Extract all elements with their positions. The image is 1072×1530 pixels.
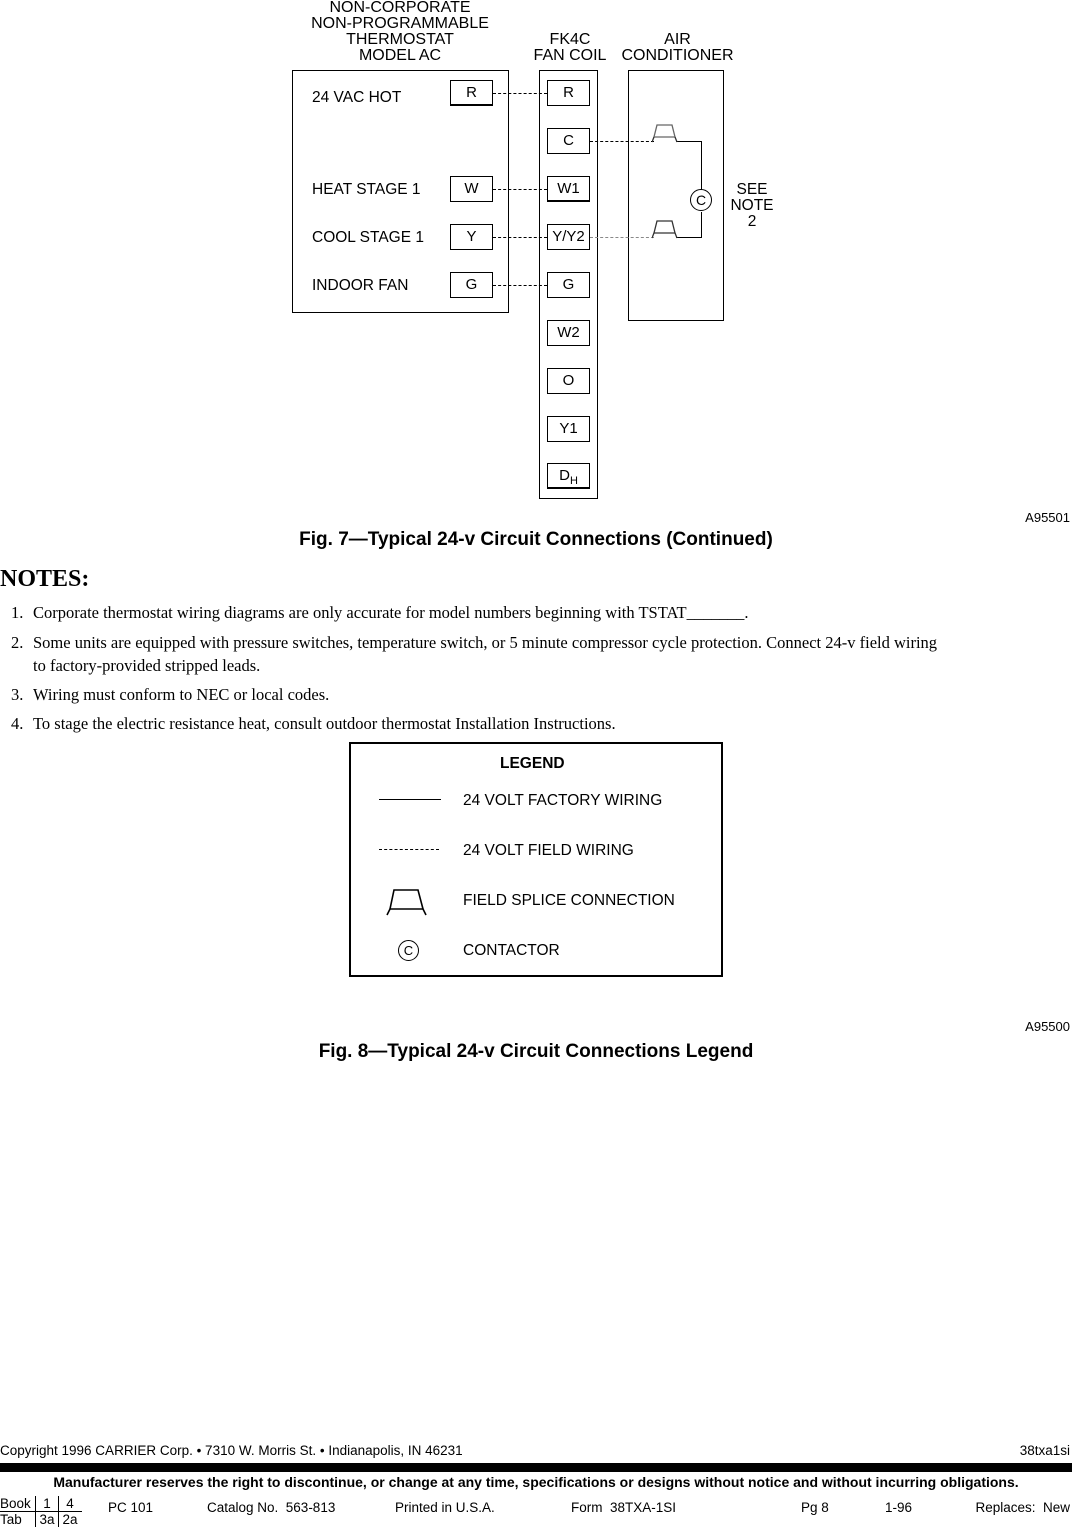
fan-coil-terminal-dh [547,463,590,489]
dh-subscript: H [569,475,578,487]
thermostat-label-fan: INDOOR FAN [312,277,409,294]
thermostat-label-heat: HEAT STAGE 1 [312,181,421,198]
contactor-icon: C [398,940,419,961]
ac-header-line: CONDITIONER [621,47,734,64]
contactor-icon: C [690,189,712,211]
fan-coil-terminal-y1: Y1 [547,416,590,442]
footer-copyright: Copyright 1996 CARRIER Corp. • 7310 W. Morris St. • Indianapolis, IN 46231 [0,1443,463,1458]
field-wire-r [493,93,547,94]
see-note-line: SEE [736,181,768,198]
footer-pc: PC 101 [108,1500,154,1515]
thermostat-header-line: NON-PROGRAMMABLE [311,15,489,32]
field-wire-y2-to-ac [590,237,654,238]
note-item [11,601,749,624]
dh-main: D [559,467,570,484]
book-label: Book [0,1496,31,1511]
thermostat-terminal-r: R [450,80,493,106]
fig7-title: Fig. 7—Typical 24-v Circuit Connections (Continued) [299,529,773,550]
thermostat-terminal-y: Y [450,224,493,250]
footer-disclaimer: Manufacturer reserves the right to discontinue, or change at any time, specifications or designs without notice and without incurring obligations. [53,1474,1019,1490]
legend-label-field: 24 VOLT FIELD WIRING [463,842,634,859]
thermostat-header-line: MODEL AC [358,47,442,64]
thermostat-terminal-g: G [450,272,493,298]
thermostat-terminal-w: W [450,176,493,202]
thermostat-header-line: THERMOSTAT [346,31,454,48]
solid-line-icon [379,799,441,800]
legend-label-splice: FIELD SPLICE CONNECTION [463,892,675,909]
legend-label-contactor: CONTACTOR [463,942,560,959]
note-number: 3. [11,685,24,704]
fig7-code: A95501 [1025,510,1070,525]
fig8-title: Fig. 8—Typical 24-v Circuit Connections Legend [318,1041,754,1062]
field-wire-g [493,285,547,286]
footer-replaces: Replaces: New [975,1500,1070,1515]
see-note-label [728,182,776,230]
field-wire-y [493,237,547,238]
factory-wire-vertical-top [701,141,702,190]
fan-coil-terminal-r: R [547,80,590,106]
footer-form: Form 38TXA-1SI [571,1500,677,1515]
fan-coil-header [525,32,615,64]
thermostat-label-24vac: 24 VAC HOT [312,89,402,106]
fan-coil-header-line: FK4C [549,31,591,48]
see-note-line: 2 [747,213,757,230]
footer-file-code: 38txa1si [1019,1443,1070,1458]
note-item [11,683,329,706]
book-tab-table [0,1496,82,1527]
notes-heading: NOTES: [0,566,90,592]
tab-value: 2a [58,1512,81,1527]
book-row [0,1496,82,1512]
fan-coil-terminal-w1: W1 [547,176,590,202]
footer-printed: Printed in U.S.A. [395,1500,495,1515]
factory-wire-top [676,141,701,142]
note-number: 1. [11,603,24,622]
note-text: Wiring must conform to NEC or local codes. [33,685,330,704]
fan-coil-terminal-g: G [547,272,590,298]
footer-date: 1-96 [885,1500,913,1515]
field-wire-c-to-ac [590,141,654,142]
fan-coil-terminal-w2: W2 [547,320,590,346]
note-item [11,712,616,735]
fan-coil-terminal-c: C [547,128,590,154]
note-item [11,631,1071,677]
field-splice-icon [652,122,678,144]
fan-coil-terminal-y-y2: Y/Y2 [547,224,590,250]
note-text: Corporate thermostat wiring diagrams are only accurate for model numbers beginning with TSTAT_______. [33,603,749,622]
fig8-code: A95500 [1025,1019,1070,1034]
note-text: To stage the electric resistance heat, consult outdoor thermostat Installation Instructions. [33,714,616,733]
factory-wire-bottom [676,237,701,238]
tab-row [0,1512,82,1527]
factory-wire-vertical-bottom [701,212,702,238]
footer-rule [0,1463,1072,1472]
field-wire-w [493,189,547,190]
book-value: 1 [35,1496,58,1511]
dashed-line-icon [379,849,439,850]
book-value: 4 [58,1496,81,1511]
note-number: 2. [11,633,24,652]
legend-label-factory: 24 VOLT FACTORY WIRING [463,792,663,809]
ac-header-line: AIR [664,31,691,48]
field-splice-icon [652,218,678,240]
legend-title: LEGEND [500,755,565,772]
thermostat-label-cool: COOL STAGE 1 [312,229,424,246]
note-text-continued: to factory-provided stripped leads. [33,656,261,675]
thermostat-header-line: NON-CORPORATE [329,0,471,16]
tab-value: 3a [35,1512,58,1527]
note-text: Some units are equipped with pressure switches, temperature switch, or 5 minute compressor cycle protection. Connect 24-v field wiring [33,633,938,652]
tab-label: Tab [0,1512,22,1527]
footer-catalog: Catalog No. 563-813 [207,1500,336,1515]
thermostat-header [290,0,510,64]
fan-coil-header-line: FAN COIL [533,47,607,64]
field-splice-icon [386,888,428,918]
fan-coil-terminal-o: O [547,368,590,394]
ac-header [615,32,740,64]
note-number: 4. [11,714,24,733]
footer-page: Pg 8 [801,1500,829,1515]
see-note-line: NOTE [730,197,774,214]
